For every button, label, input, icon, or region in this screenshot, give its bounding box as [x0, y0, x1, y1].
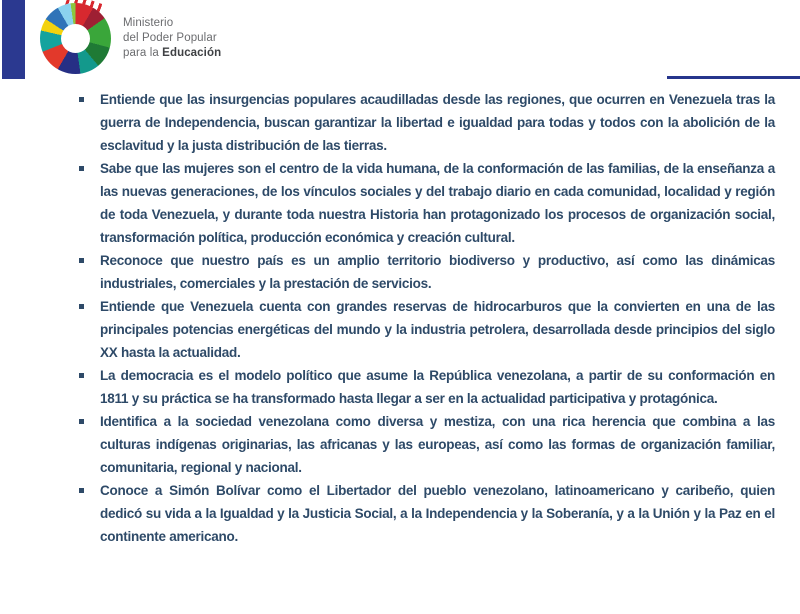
left-brand-bar: [2, 0, 25, 79]
bullet-text: Sabe que las mujeres son el centro de la vida humana, de la conformación de las familias, de la enseñanza a las nuevas generaciones, de los vínculos sociales y del trabajo diario en cada comunidad, localidad y región de toda Venezuela, y durante toda nuestra Historia han protagonizado los procesos de organización social, transformación política, producción económica y creación cultural.: [100, 161, 775, 245]
bullet-square-icon: [79, 166, 84, 171]
bullet-square-icon: [79, 373, 84, 378]
list-item: [78, 88, 775, 157]
list-item: [78, 295, 775, 364]
bullet-text: Identifica a la sociedad venezolana como diversa y mestiza, con una rica herencia que combina a las culturas indígenas originarias, las africanas y las europeas, así como las formas de organización familiar, comunitaria, regional y nacional.: [100, 414, 775, 475]
ministry-name-line1: Ministerio: [123, 17, 174, 29]
bullet-square-icon: [79, 304, 84, 309]
bullet-list: [78, 88, 775, 548]
header-rule: [667, 76, 800, 79]
list-item: [78, 410, 775, 479]
ministry-name-line2: del Poder Popular: [123, 32, 217, 44]
list-item: [78, 479, 775, 548]
ministry-name: [123, 16, 221, 61]
bullet-text: Conoce a Simón Bolívar como el Libertador del pueblo venezolano, latinoamericano y caribeño, quien dedicó su vida a la Igualdad y la Justicia Social, a la Independencia y la Soberanía, y a la Unión y la Paz en el continente americano.: [100, 483, 775, 544]
bullet-text: Reconoce que nuestro país es un amplio territorio biodiverso y productivo, así como las dinámicas industriales, comerciales y la prestación de servicios.: [100, 253, 775, 291]
ministry-name-line3: para la Educación: [123, 47, 222, 59]
bullet-square-icon: [79, 488, 84, 493]
bullet-square-icon: [79, 97, 84, 102]
logo-donut-hole: [61, 24, 90, 53]
bullet-square-icon: [79, 419, 84, 424]
bullet-text: Entiende que las insurgencias populares acaudilladas desde las regiones, que ocurren en Venezuela tras la guerra de Independencia, buscan garantizar la libertad e igualdad para todas y todos con la abolición de la esclavitud y la justa distribución de las tierras.: [100, 92, 775, 153]
bullet-square-icon: [79, 258, 84, 263]
list-item: [78, 249, 775, 295]
ministry-name-educacion: Educación: [162, 47, 222, 59]
list-item: [78, 364, 775, 410]
list-item: [78, 157, 775, 249]
ministry-logo: [40, 3, 270, 83]
bullet-text: La democracia es el modelo político que asume la República venezolana, a partir de su conformación en 1811 y su práctica se ha transformado hasta llegar a ser en la actualidad participativa y protagónica.: [100, 368, 775, 406]
logo-donut-icon: [40, 3, 111, 74]
bullet-text: Entiende que Venezuela cuenta con grandes reservas de hidrocarburos que la convierten en una de las principales potencias energéticas del mundo y la industria petrolera, desarrollada desde principios del siglo XX hasta la actualidad.: [100, 299, 775, 360]
